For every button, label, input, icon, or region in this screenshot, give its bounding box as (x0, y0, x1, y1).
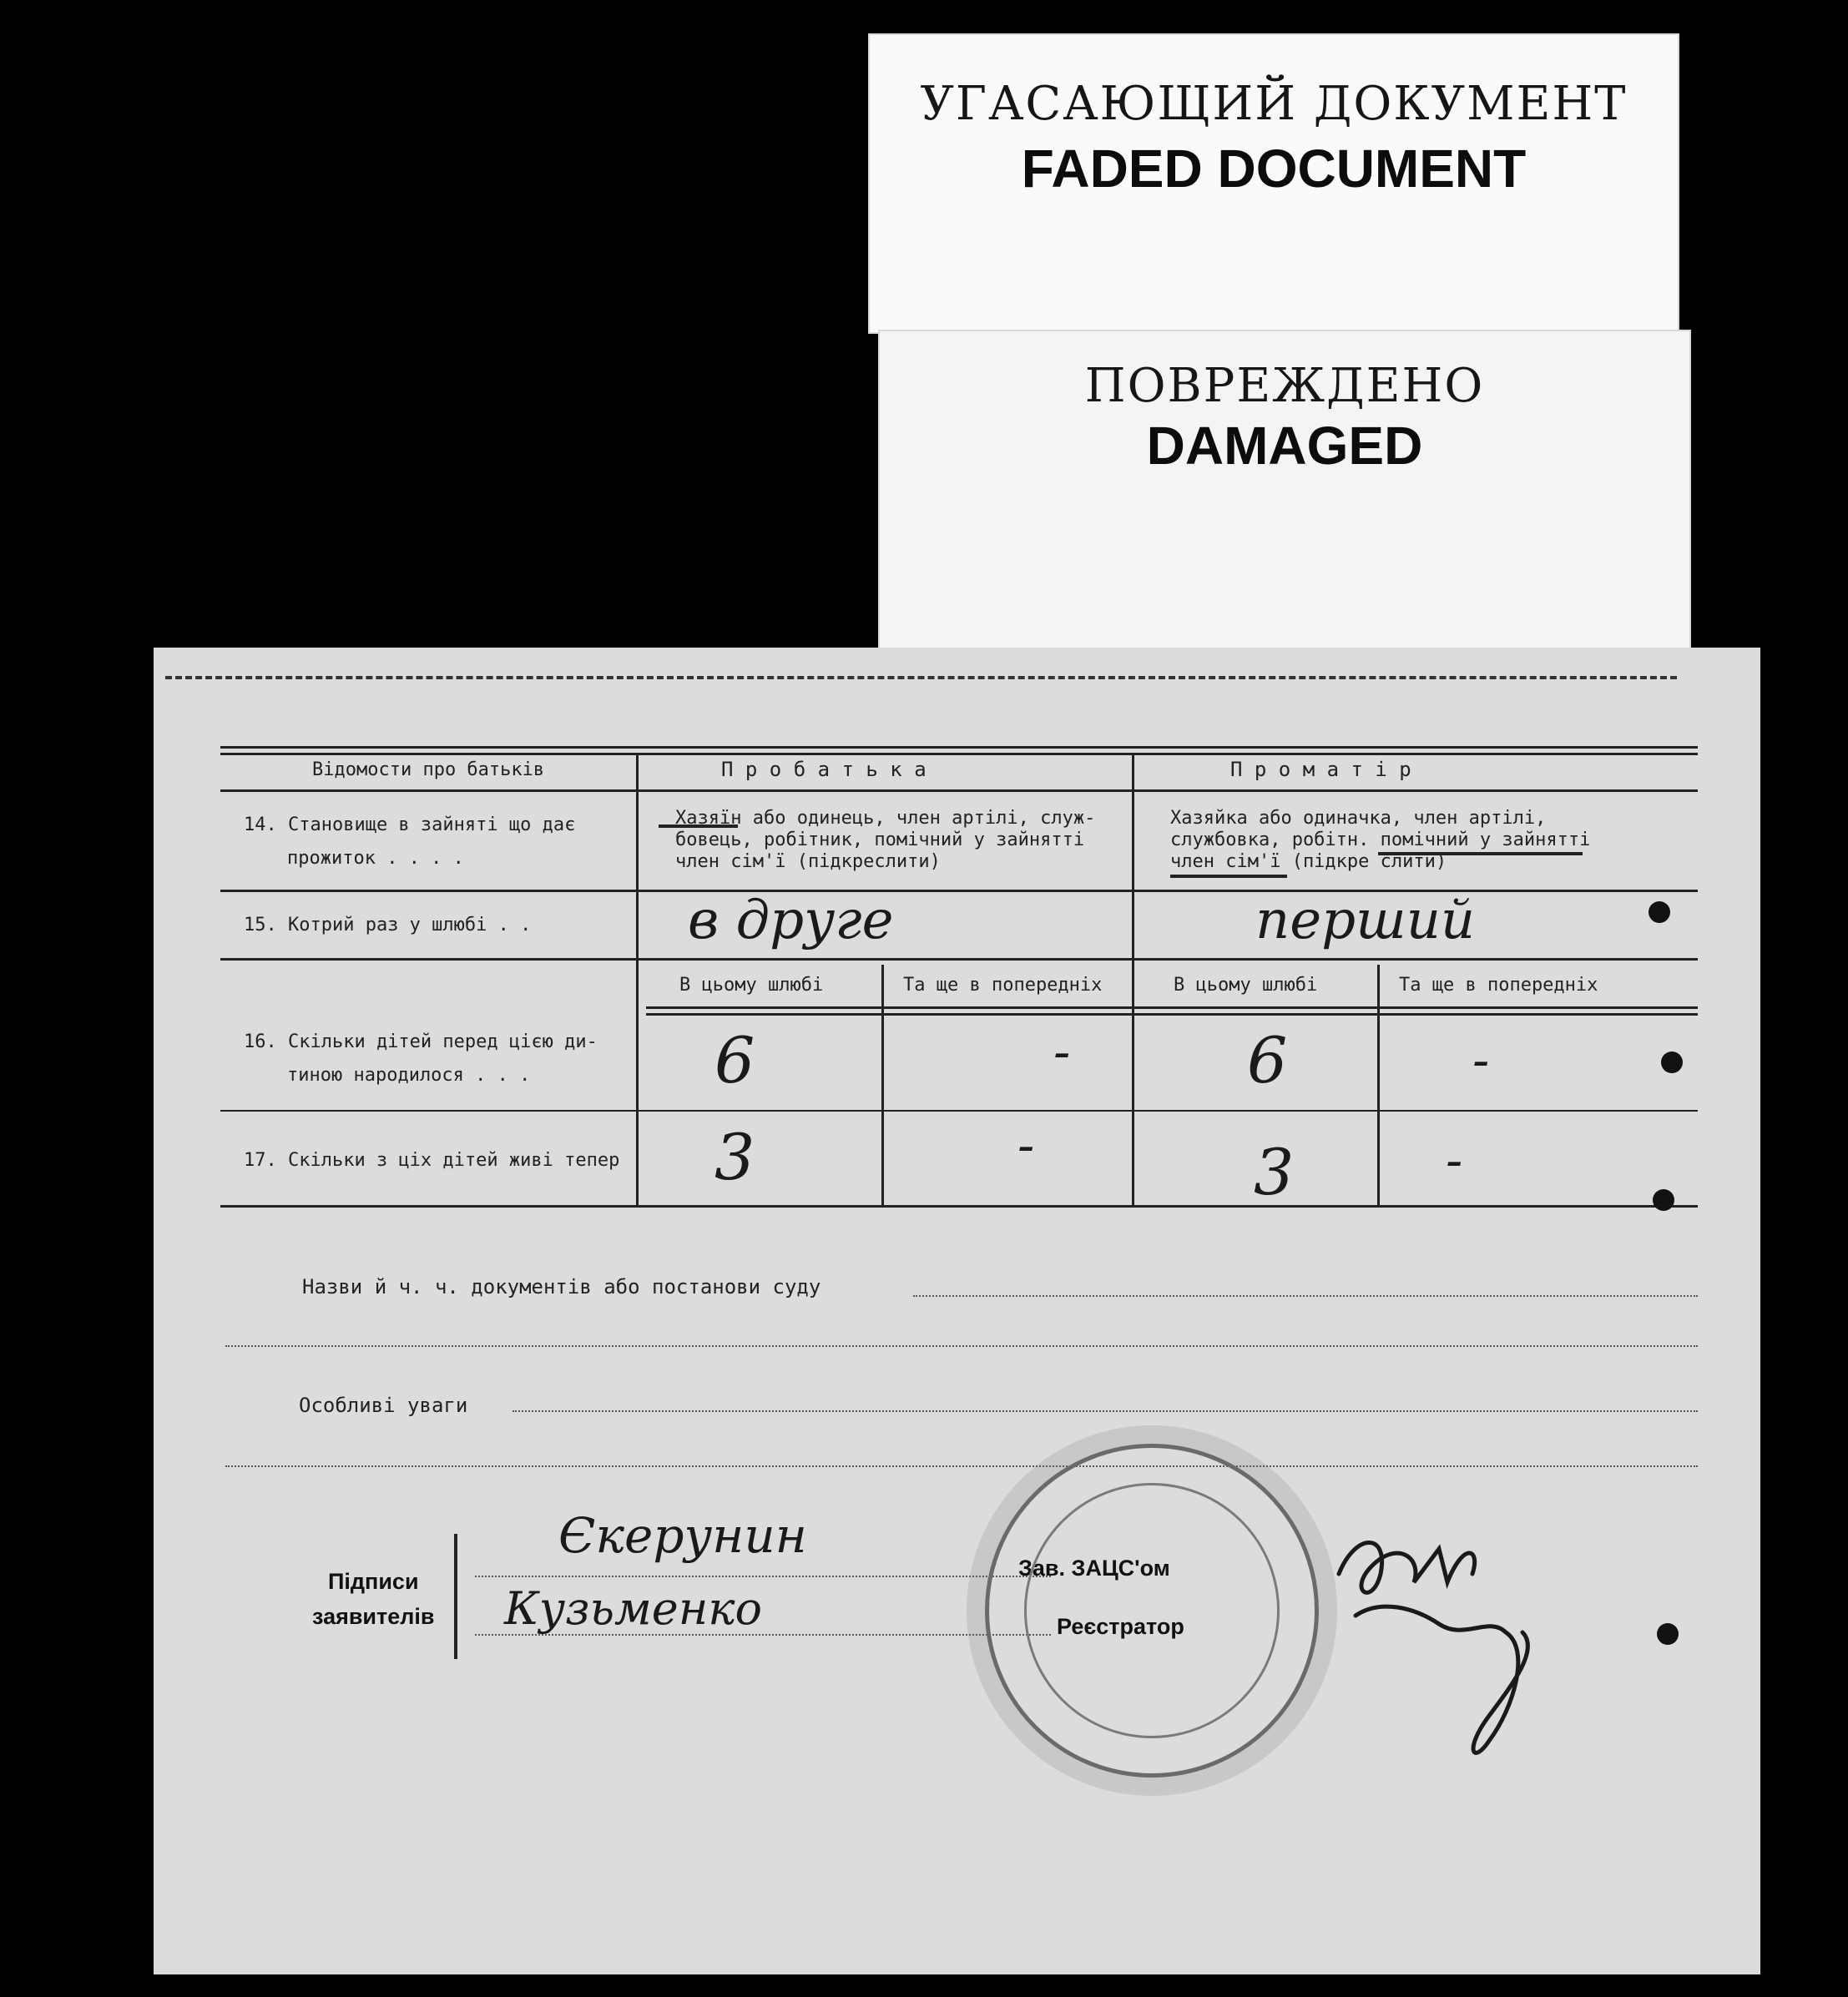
punch-hole (1649, 901, 1670, 923)
row16-mother-prev: - (1472, 1031, 1490, 1090)
official-stamp (985, 1444, 1319, 1778)
underline-mother-choice (1378, 852, 1583, 855)
header-parents-info: Відомости про батьків (312, 759, 545, 780)
punch-hole (1657, 1623, 1679, 1645)
row16-mother-this: 6 (1247, 1023, 1288, 1097)
damaged-title-ru: ПОВРЕЖДЕНО (1084, 359, 1485, 413)
row17-father-this: 3 (714, 1120, 755, 1194)
registrar-label: Реєстратор (1057, 1614, 1184, 1639)
row16-father-this: 6 (714, 1023, 755, 1097)
underline-father-choice (659, 825, 738, 828)
signatures-label: Підписи заявителів (312, 1569, 435, 1629)
row14-label: 14. Становище в зайняті що дає (244, 814, 576, 835)
faded-document-card (868, 33, 1679, 334)
row15-label: 15. Котрий раз у шлюбі . . (244, 915, 532, 935)
registration-form (154, 648, 1760, 1974)
faded-title-ru: УГАСАЮЩИЙ ДОКУМЕНТ (920, 77, 1628, 131)
row16-label: 16. Скільки дітей перед цією ди- (244, 1031, 598, 1052)
perforation-line (165, 676, 1677, 679)
damaged-card (878, 330, 1691, 651)
row17-mother-prev: - (1446, 1132, 1463, 1190)
row15-father-value: в друге (688, 890, 894, 951)
applicant-signature-1: Єкерунин (558, 1507, 807, 1564)
row17-mother-this: 3 (1254, 1135, 1295, 1209)
header-father: П р о б а т ь к а (721, 758, 927, 781)
table-top-rule (220, 746, 1698, 749)
row14-mother-options: Хазяйка або одиначка, член артілі, службовка, робітн. помічний у зайнятті член сім'ї (підкре слити) (1170, 808, 1591, 872)
damaged-title-en: DAMAGED (1146, 416, 1423, 476)
col-divider-1 (636, 753, 639, 1207)
applicant-signature-2: Кузьменко (504, 1582, 763, 1635)
signature-bracket (454, 1534, 457, 1659)
sub-father-this: В цьому шлюбі (679, 975, 824, 996)
official-signature (1322, 1524, 1698, 1774)
documents-label: Назви й ч. ч. документів або постанови суду (302, 1275, 821, 1299)
faded-title-en: FADED DOCUMENT (1021, 139, 1527, 199)
row15-mother-value: перший (1255, 890, 1476, 951)
row17-label: 17. Скільки з ціх дітей живі тепер (244, 1150, 620, 1171)
row16-father-prev: - (1053, 1023, 1071, 1082)
punch-hole (1661, 1051, 1683, 1073)
punch-hole (1653, 1189, 1674, 1211)
col-divider-2 (1132, 753, 1134, 1207)
head-of-registry-label: Зав. ЗАЦС'ом (1018, 1556, 1170, 1581)
row17-father-prev: - (1017, 1117, 1035, 1175)
row14-label-cont: прожиток . . . . (287, 848, 464, 869)
sub-mother-previous: Та ще в попередніх (1399, 975, 1598, 996)
header-mother: П р о м а т і р (1230, 758, 1411, 781)
sub-mother-this: В цьому шлюбі (1174, 975, 1318, 996)
remarks-label: Особливі уваги (299, 1394, 468, 1417)
row14-father-options: Хазяїн або одинець, член артілі, служ- бовець, робітник, помічний у зайнятті член сім'ї (підкреслити) (675, 808, 1096, 872)
row16-label-cont: тиною народилося . . . (287, 1065, 531, 1086)
sub-father-previous: Та ще в попередніх (903, 975, 1103, 996)
